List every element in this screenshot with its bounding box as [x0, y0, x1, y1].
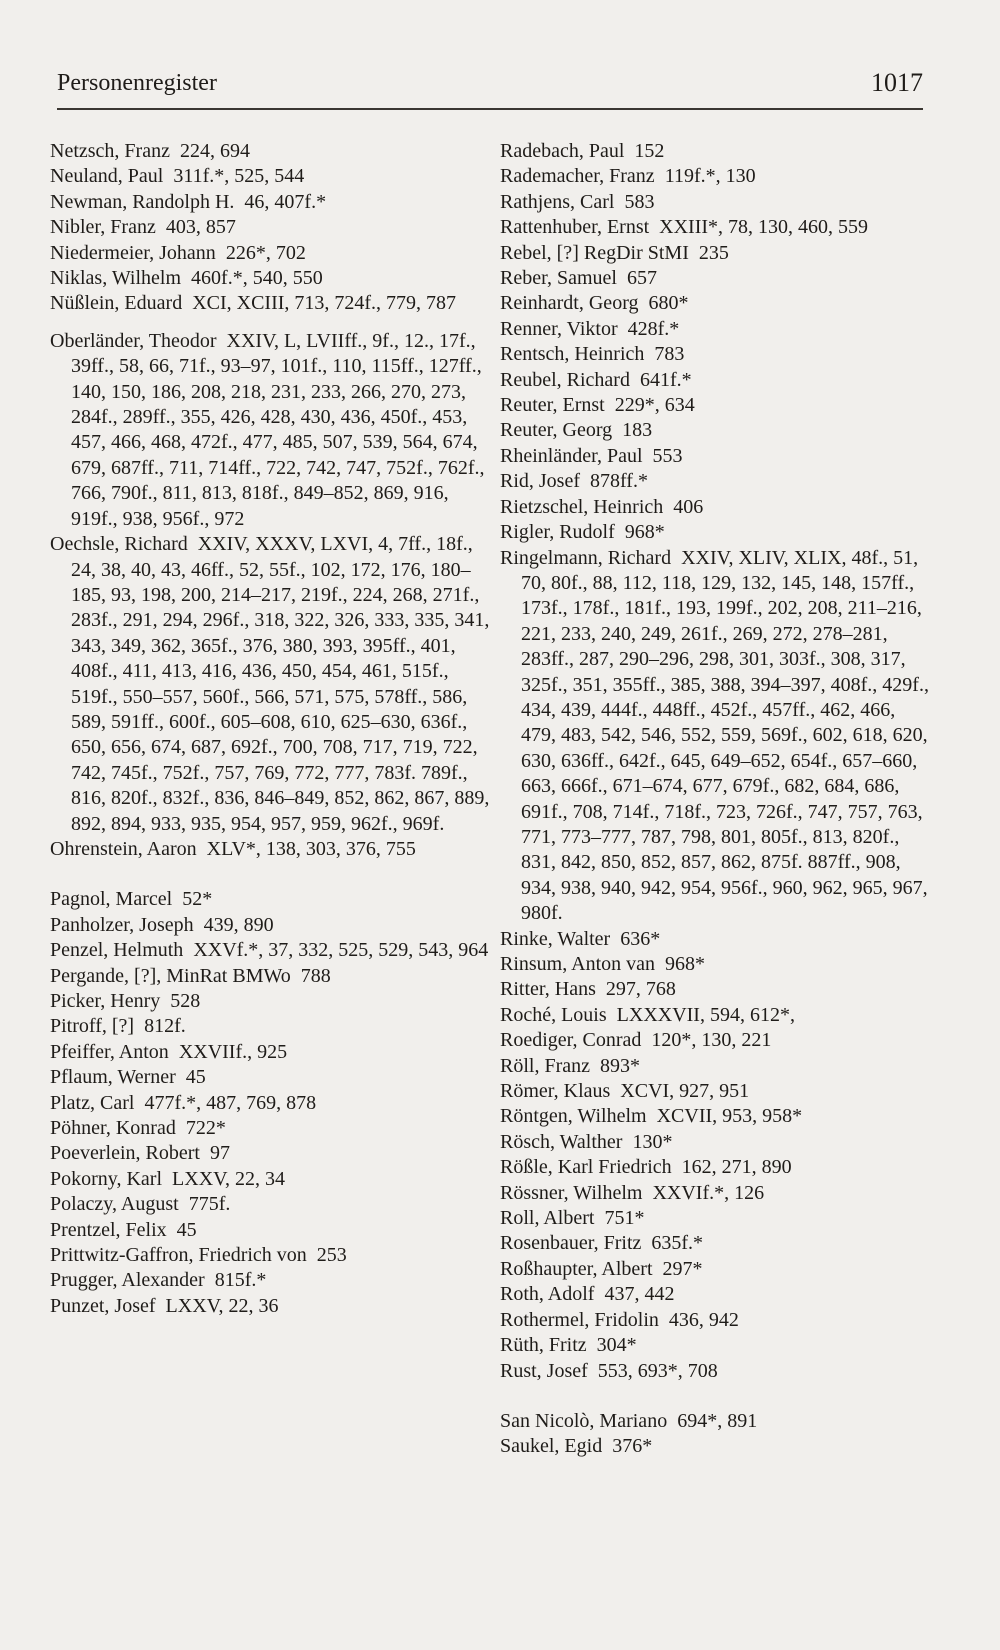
entry-pages: 968*: [624, 521, 665, 544]
entry-pages: 52*: [182, 888, 213, 911]
index-entry: [50, 241, 490, 266]
entry-pages: 439, 890: [203, 913, 274, 936]
entry-name: Pflaum, Werner: [50, 1066, 176, 1089]
entry-name: Roßhaupter, Albert: [500, 1257, 653, 1280]
index-entry: [500, 1282, 930, 1307]
entry-pages: 477f.*, 487, 769, 878: [144, 1091, 317, 1114]
entry-name: Rattenhuber, Ernst: [500, 216, 650, 239]
entry-pages: 226*, 702: [225, 241, 306, 264]
entry-pages: 657: [626, 267, 657, 290]
entry-pages: 97: [209, 1142, 230, 1165]
entry-pages: 130*: [632, 1130, 673, 1153]
index-entry: [50, 139, 490, 164]
entry-name: Rothermel, Fridolin: [500, 1308, 659, 1331]
entry-pages: 680*: [648, 292, 689, 315]
index-entry: [500, 291, 930, 316]
entry-pages: 235: [698, 241, 729, 264]
entry-pages: 406: [673, 495, 704, 518]
index-entry: [500, 444, 930, 469]
entry-pages: 553, 693*, 708: [597, 1359, 718, 1382]
entry-pages: 815f.*: [214, 1269, 267, 1292]
index-entry: [500, 1003, 930, 1028]
entry-name: Roth, Adolf: [500, 1283, 595, 1306]
index-entry: [50, 1243, 490, 1268]
index-entry: [50, 913, 490, 938]
entry-pages: 376*: [612, 1435, 653, 1458]
index-entry: [500, 1130, 930, 1155]
index-entry: [50, 291, 490, 316]
entry-name: San Nicolò, Mariano: [500, 1409, 668, 1432]
entry-pages: 183: [622, 419, 653, 442]
entry-name: Radebach, Paul: [500, 140, 625, 162]
index-entry: [500, 1231, 930, 1256]
entry-pages: 553: [652, 444, 683, 467]
entry-name: Panholzer, Joseph: [50, 913, 194, 936]
entry-pages: XXVIf.*, 126: [652, 1181, 765, 1204]
entry-name: Polaczy, August: [50, 1193, 179, 1216]
entry-name: Rid, Josef: [500, 470, 580, 493]
index-entry: [50, 1065, 490, 1090]
index-entry: [50, 989, 490, 1014]
entry-pages: 788: [300, 964, 331, 987]
entry-name: Oberländer, Theodor: [50, 329, 217, 352]
entry-name: Renner, Viktor: [500, 317, 618, 340]
index-entry: [500, 1079, 930, 1104]
entry-name: Ohrenstein, Aaron: [50, 837, 197, 860]
index-entry: [50, 1014, 490, 1039]
entry-pages: 120*, 130, 221: [651, 1029, 772, 1052]
entry-pages: 694*, 891: [677, 1409, 758, 1432]
index-entry: [50, 266, 490, 291]
index-entry: [500, 952, 930, 977]
index-entry: [500, 1028, 930, 1053]
index-entry: [500, 139, 930, 164]
entry-name: Prentzel, Felix: [50, 1218, 167, 1241]
entry-pages: 45: [185, 1066, 206, 1089]
index-entry: [50, 190, 490, 215]
index-entry: [500, 546, 930, 927]
index-entry: [500, 927, 930, 952]
index-entry: [500, 1359, 930, 1384]
entry-name: Netzsch, Franz: [50, 140, 170, 162]
index-entry: [500, 1181, 930, 1206]
entry-pages: 428f.*: [627, 317, 680, 340]
entry-name: Pöhner, Konrad: [50, 1117, 176, 1140]
index-entry: [500, 241, 930, 266]
entry-pages: 722*: [185, 1117, 226, 1140]
index-entry: [50, 887, 490, 912]
index-entry: [500, 393, 930, 418]
index-entry: [500, 977, 930, 1002]
entry-pages: XCI, XCIII, 713, 724f., 779, 787: [192, 292, 457, 315]
entry-pages: XXIV, L, LVIIff., 9f., 12., 17f., 39ff., 58, 66, 71f., 93–97, 101f., 110, 115ff., 127ff., 140, 150, 186, 208, 218, 231, 233, 266, 270, 273, 284f., 289ff., 355, 426, 428, 430, 436, 450f., 453, 457, 466, 468, 472f., 477, 485, 507, 539, 564, 674, 679, 687ff., 711, 714ff., 722, 742, 747, 752f., 762f., 766, 790f., 811, 813, 818f., 849–852, 869, 916, 919f., 938, 956f., 972: [71, 329, 485, 530]
entry-name: Reuter, Georg: [500, 419, 613, 442]
entry-name: Rinke, Walter: [500, 927, 611, 950]
entry-name: Roll, Albert: [500, 1207, 595, 1230]
index-entry: [50, 329, 490, 532]
entry-name: Niklas, Wilhelm: [50, 267, 182, 290]
entry-pages: XCVI, 927, 951: [620, 1080, 750, 1103]
entry-pages: 437, 442: [604, 1283, 675, 1306]
entry-name: Nibler, Franz: [50, 216, 156, 239]
entry-pages: 304*: [596, 1334, 637, 1357]
entry-name: Rüth, Fritz: [500, 1334, 587, 1357]
index-entry: [50, 1218, 490, 1243]
entry-name: Röll, Franz: [500, 1054, 590, 1077]
index-entry: [50, 532, 490, 837]
entry-name: Rößle, Karl Friedrich: [500, 1156, 672, 1179]
entry-pages: 297*: [662, 1257, 703, 1280]
entry-name: Römer, Klaus: [500, 1080, 611, 1103]
entry-name: Platz, Carl: [50, 1091, 135, 1114]
entry-pages: 436, 942: [668, 1308, 739, 1331]
index-entry: [50, 215, 490, 240]
index-entry: [500, 164, 930, 189]
index-entry: [50, 1294, 490, 1319]
entry-pages: 229*, 634: [614, 394, 695, 417]
running-head: [57, 66, 923, 106]
entry-pages: 968*: [665, 953, 706, 975]
index-entry: [500, 1434, 930, 1459]
entry-pages: 583: [624, 190, 655, 213]
index-entry: [50, 1319, 490, 1344]
entry-pages: LXXV, 22, 36: [165, 1294, 279, 1317]
index-entry: [500, 469, 930, 494]
entry-name: Newman, Randolph H.: [50, 190, 235, 213]
entry-name: Punzet, Josef: [50, 1294, 156, 1317]
entry-name: Reuter, Ernst: [500, 394, 605, 417]
index-entry: [50, 1116, 490, 1141]
entry-name: Poeverlein, Robert: [50, 1142, 200, 1165]
entry-pages: XXVf.*, 37, 332, 525, 529, 543, 964: [193, 939, 489, 962]
entry-pages: 878ff.*: [590, 470, 648, 493]
entry-name: Nüßlein, Eduard: [50, 292, 183, 315]
entry-name: Rösch, Walther: [500, 1130, 623, 1153]
index-entry: [50, 1167, 490, 1192]
index-entry: [500, 342, 930, 367]
entry-name: Rebel, [?] RegDir StMI: [500, 241, 689, 264]
entry-name: Pfeiffer, Anton: [50, 1040, 169, 1063]
entry-name: Penzel, Helmuth: [50, 939, 184, 962]
entry-name: Pokorny, Karl: [50, 1167, 163, 1190]
entry-name: Rosenbauer, Fritz: [500, 1232, 642, 1255]
entry-pages: 311f.*, 525, 544: [173, 165, 305, 188]
entry-pages: 224, 694: [179, 140, 250, 162]
index-entry: [500, 1104, 930, 1129]
entry-pages: 162, 271, 890: [681, 1156, 792, 1179]
index-entry: [500, 520, 930, 545]
entry-pages: 253: [316, 1244, 347, 1267]
index-entry: [500, 266, 930, 291]
index-entry: [500, 190, 930, 215]
entry-name: Reubel, Richard: [500, 368, 630, 391]
entry-name: Prittwitz-Gaffron, Friedrich von: [50, 1244, 307, 1267]
entry-pages: 119f.*, 130: [664, 165, 756, 188]
index-entry: [500, 1155, 930, 1180]
index-entry: [500, 418, 930, 443]
entry-pages: 635f.*: [651, 1232, 704, 1255]
entry-name: Rinsum, Anton van: [500, 953, 656, 975]
index-entry: [500, 1308, 930, 1333]
entry-pages: XXVIIf., 925: [178, 1040, 288, 1063]
entry-name: Rössner, Wilhelm: [500, 1181, 643, 1204]
entry-pages: 460f.*, 540, 550: [191, 267, 323, 290]
entry-pages: 45: [176, 1218, 197, 1241]
right-column: [500, 139, 930, 1460]
index-entry: [500, 368, 930, 393]
entry-pages: XXIV, XXXV, LXVI, 4, 7ff., 18f., 24, 38, 40, 43, 46ff., 52, 55f., 102, 172, 176, 180–185, 93, 198, 200, 214–217, 219f., 224, 268, 271f., 283f., 291, 294, 296f., 318, 322, 326, 333, 335, 341, 343, 349, 362, 365f., 376, 380, 393, 395ff., 401, 408f., 411, 413, 416, 436, 450, 454, 461, 515f., 519f., 550–557, 560f., 566, 571, 575, 578ff., 586, 589, 591ff., 600f., 605–608, 610, 625–630, 636f., 650, 656, 674, 687, 692f., 700, 708, 717, 719, 722, 742, 745f., 752f., 757, 769, 772, 777, 783f. 789f., 816, 820f., 832f., 836, 846–849, 852, 862, 867, 889, 892, 894, 933, 935, 954, 957, 959, 962f., 969f.: [71, 533, 490, 835]
entry-pages: 812f.: [144, 1015, 186, 1038]
entry-name: Pergande, [?], MinRat BMWo: [50, 964, 291, 987]
entry-name: Neuland, Paul: [50, 165, 164, 188]
entry-name: Ringelmann, Richard: [500, 546, 672, 569]
entry-pages: 636*: [620, 927, 661, 950]
entry-name: Rietzschel, Heinrich: [500, 495, 664, 518]
index-entry: [50, 1091, 490, 1116]
index-entry: [50, 1192, 490, 1217]
index-entry: [500, 1206, 930, 1231]
entry-name: Reinhardt, Georg: [500, 292, 639, 315]
entry-name: Rathjens, Carl: [500, 190, 615, 213]
index-entry: [50, 164, 490, 189]
index-entry: [50, 1040, 490, 1065]
entry-name: Reber, Samuel: [500, 267, 617, 290]
entry-name: Roché, Louis: [500, 1003, 607, 1026]
entry-name: Rentsch, Heinrich: [500, 343, 645, 366]
entry-pages: XXIII*, 78, 130, 460, 559: [659, 216, 869, 239]
index-entry: [500, 495, 930, 520]
entry-pages: 152: [634, 140, 665, 162]
entry-name: Picker, Henry: [50, 990, 161, 1012]
entry-pages: 893*: [600, 1054, 640, 1077]
entry-pages: LXXV, 22, 34: [172, 1167, 285, 1190]
entry-pages: XCVII, 953, 958*: [656, 1105, 803, 1128]
index-entry: [50, 1268, 490, 1293]
page-number: 1017: [871, 68, 923, 97]
entry-pages: 751*: [604, 1207, 645, 1230]
index-entry: [50, 964, 490, 989]
index-entry: [500, 1409, 930, 1434]
entry-pages: 297, 768: [605, 978, 676, 1001]
entry-pages: XXIV, XLIV, XLIX, 48f., 51, 70, 80f., 88, 112, 118, 129, 132, 145, 148, 157ff., 173f., 178f., 181f., 193, 199f., 202, 208, 211–216, 221, 233, 240, 249, 261f., 269, 272, 278–281, 283ff., 287, 290–296, 298, 301, 303f., 308, 317, 325f., 351, 355ff., 385, 388, 394–397, 408f., 429f., 434, 439, 444f., 448ff., 452f., 457ff., 462, 466, 479, 483, 542, 546, 552, 559, 569f., 602, 618, 620, 630, 636ff., 642f., 645, 649–652, 654f., 657–660, 663, 666f., 671–674, 677, 679f., 682, 684, 686, 691f., 708, 714f., 718f., 723, 726f., 747, 757, 763, 771, 773–777, 787, 798, 801, 805f., 813, 820f., 831, 842, 850, 852, 857, 862, 875f. 887ff., 908, 934, 938, 940, 942, 954, 956f., 960, 962, 965, 967, 980f.: [521, 546, 929, 925]
entry-name: Prugger, Alexander: [50, 1269, 205, 1292]
entry-pages: 46, 407f.*: [244, 190, 327, 213]
entry-name: Rheinländer, Paul: [500, 444, 643, 467]
entry-name: Roediger, Conrad: [500, 1029, 642, 1052]
index-entry: [500, 317, 930, 342]
entry-name: Niedermeier, Johann: [50, 241, 216, 264]
entry-name: Pagnol, Marcel: [50, 888, 173, 911]
entry-name: Ritter, Hans: [500, 978, 596, 1001]
index-entry: [500, 215, 930, 240]
entry-name: Saukel, Egid: [500, 1435, 603, 1458]
index-entry: [50, 1141, 490, 1166]
index-entry: [500, 1257, 930, 1282]
entry-name: Rust, Josef: [500, 1359, 588, 1382]
entry-pages: LXXXVII, 594, 612*,: [616, 1003, 795, 1026]
header-rule: [57, 108, 923, 110]
entry-name: Pitroff, [?]: [50, 1015, 135, 1038]
entry-pages: 641f.*: [639, 368, 692, 391]
page-title: Personenregister: [57, 70, 217, 96]
index-entry: [50, 837, 490, 862]
index-entry: [50, 938, 490, 963]
left-column: [50, 139, 490, 1345]
entry-name: Röntgen, Wilhelm: [500, 1105, 647, 1128]
entry-pages: XLV*, 138, 303, 376, 755: [206, 837, 416, 860]
entry-pages: 403, 857: [165, 216, 236, 239]
entry-pages: 783: [654, 343, 685, 366]
entry-name: Rigler, Rudolf: [500, 521, 615, 544]
entry-pages: 775f.: [188, 1193, 231, 1216]
entry-pages: 528: [170, 990, 201, 1012]
entry-name: Rademacher, Franz: [500, 165, 655, 188]
index-entry: [500, 1333, 930, 1358]
index-entry: [500, 1054, 930, 1079]
entry-name: Oechsle, Richard: [50, 533, 188, 556]
